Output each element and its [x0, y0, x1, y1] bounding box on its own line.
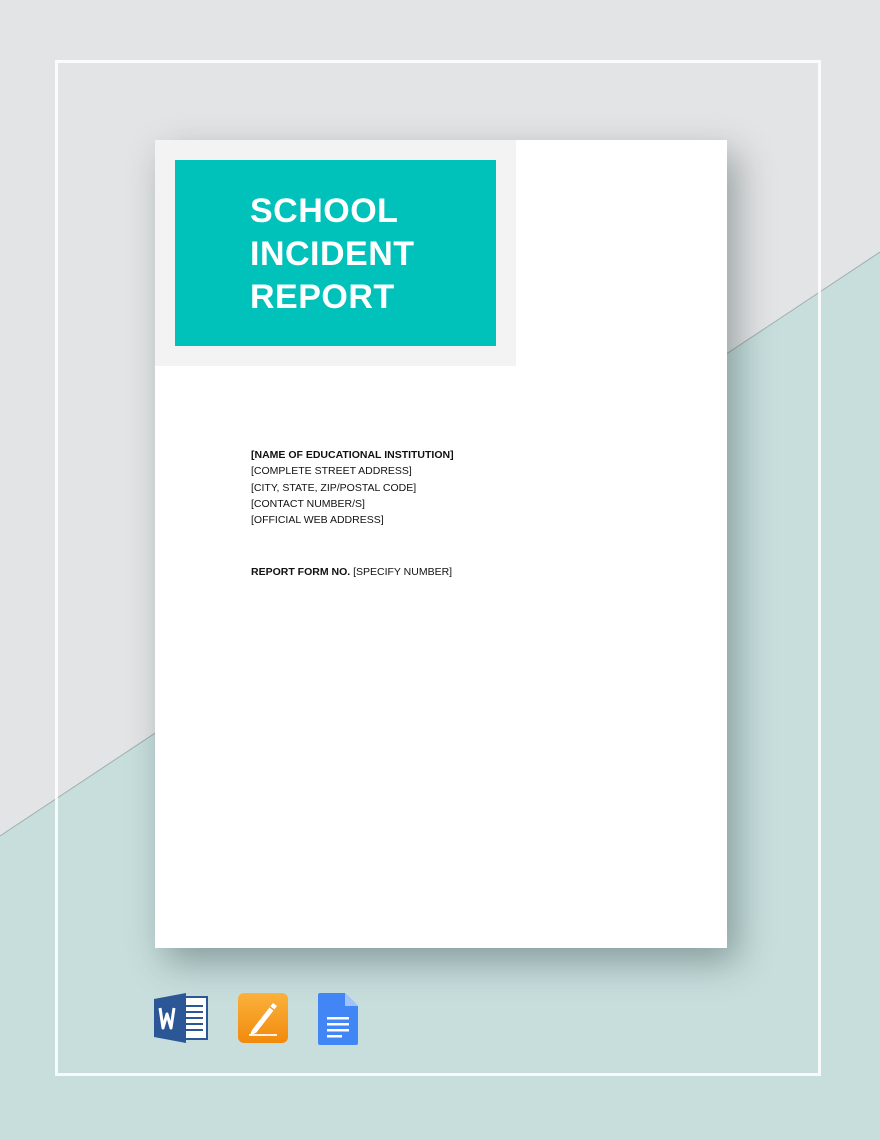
- city-state-zip: [CITY, STATE, ZIP/POSTAL CODE]: [251, 481, 417, 494]
- title-card: [175, 160, 496, 346]
- report-form-label: REPORT FORM NO.: [251, 566, 351, 578]
- institution-address: [251, 447, 454, 528]
- title-block: [155, 140, 516, 366]
- web-address: [OFFICIAL WEB ADDRESS]: [251, 514, 384, 527]
- title-line-2: INCIDENT: [250, 235, 415, 273]
- report-form-number: [251, 566, 452, 578]
- institution-name: [NAME OF EDUCATIONAL INSTITUTION]: [251, 449, 454, 461]
- document-page: [155, 140, 727, 948]
- microsoft-word-icon[interactable]: [154, 993, 210, 1043]
- contact-number: [CONTACT NUMBER/S]: [251, 497, 365, 510]
- apple-pages-icon[interactable]: [237, 993, 289, 1045]
- title-line-3: REPORT: [250, 278, 395, 316]
- report-form-value: [SPECIFY NUMBER]: [353, 566, 453, 578]
- title-line-1: SCHOOL: [250, 192, 399, 230]
- street-address: [COMPLETE STREET ADDRESS]: [251, 465, 412, 478]
- google-docs-icon[interactable]: [317, 993, 359, 1045]
